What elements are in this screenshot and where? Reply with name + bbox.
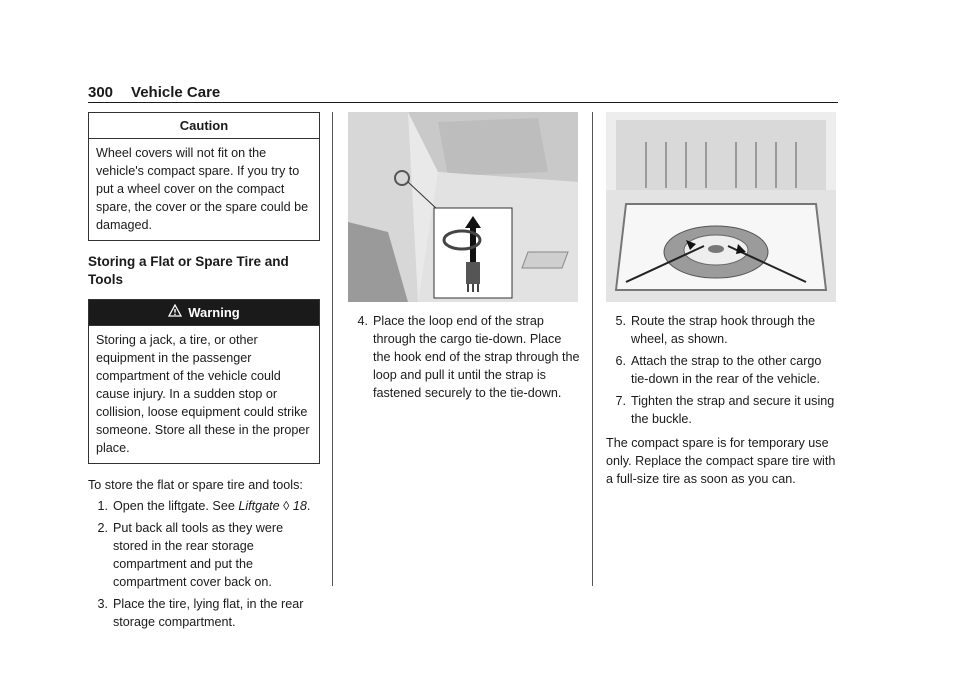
warning-title: Warning	[188, 305, 240, 320]
step-number: 4.	[357, 314, 368, 328]
column-divider-2	[592, 112, 593, 586]
step-item	[88, 595, 320, 631]
step-number: 5.	[615, 314, 626, 328]
section-title: Vehicle Care	[131, 84, 221, 101]
caution-body: Wheel covers will not fit on the vehicle's compact spare. If you try to put a wheel cover on the compact spare, the cover or the spare could be damaged.	[96, 146, 309, 232]
step-item	[88, 519, 320, 591]
steps-list-2	[348, 312, 580, 402]
warning-triangle-icon	[168, 304, 182, 322]
steps-list-3	[606, 312, 838, 428]
steps-list-1	[88, 497, 320, 631]
step-text-main: Open the liftgate. See	[113, 499, 239, 513]
step-number: 2.	[97, 521, 108, 535]
page-number: 300	[88, 84, 114, 101]
step-item	[606, 392, 838, 428]
step-text: Route the strap hook through the wheel, as shown.	[631, 314, 816, 346]
header-rule	[88, 102, 838, 103]
closing-paragraph: The compact spare is for temporary use only. Replace the compact spare tire with a full-size tire as soon as you can.	[606, 436, 836, 486]
warning-body: Storing a jack, a tire, or other equipment in the passenger compartment of the vehicle could cause injury. In a sudden stop or collision, loose equipment could strike someone. Store all these in the proper place.	[96, 333, 310, 455]
column-1	[88, 112, 320, 635]
caution-box	[88, 112, 320, 241]
column-3	[606, 112, 838, 488]
warning-header	[89, 300, 319, 326]
caution-title: Caution	[89, 113, 319, 139]
step-item	[88, 497, 320, 515]
spare-tire-strap-illustration	[606, 112, 836, 302]
step-item	[606, 312, 838, 348]
section-heading: Storing a Flat or Spare Tire and Tools	[88, 254, 289, 287]
steps-intro: To store the flat or spare tire and tools:	[88, 478, 303, 492]
liftgate-link[interactable]: Liftgate	[238, 499, 280, 513]
page-ref-symbol: ◊	[283, 499, 290, 513]
step-text: Place the loop end of the strap through the cargo tie-down. Place the hook end of the strap through the loop and pull it until the strap is fastened securely to the tie-down.	[373, 314, 580, 400]
step-text: Tighten the strap and secure it using the buckle.	[631, 394, 835, 426]
step-text: Attach the strap to the other cargo tie-down in the rear of the vehicle.	[631, 354, 822, 386]
step-suffix: .	[306, 499, 311, 513]
step-number: 3.	[97, 597, 108, 611]
column-2	[348, 112, 580, 406]
step-number: 7.	[615, 394, 626, 408]
step-text: Put back all tools as they were stored in the rear storage compartment and put the compartment cover back on.	[113, 521, 284, 589]
cargo-tie-down-illustration	[348, 112, 578, 302]
liftgate-page-ref[interactable]: 18	[292, 499, 307, 513]
step-item	[348, 312, 580, 402]
step-text	[113, 497, 320, 515]
step-number: 6.	[615, 354, 626, 368]
step-text: Place the tire, lying flat, in the rear storage compartment.	[113, 597, 304, 629]
column-divider-1	[332, 112, 333, 586]
step-number: 1.	[97, 499, 108, 513]
warning-box	[88, 299, 320, 464]
page-header	[88, 84, 220, 101]
step-item	[606, 352, 838, 388]
